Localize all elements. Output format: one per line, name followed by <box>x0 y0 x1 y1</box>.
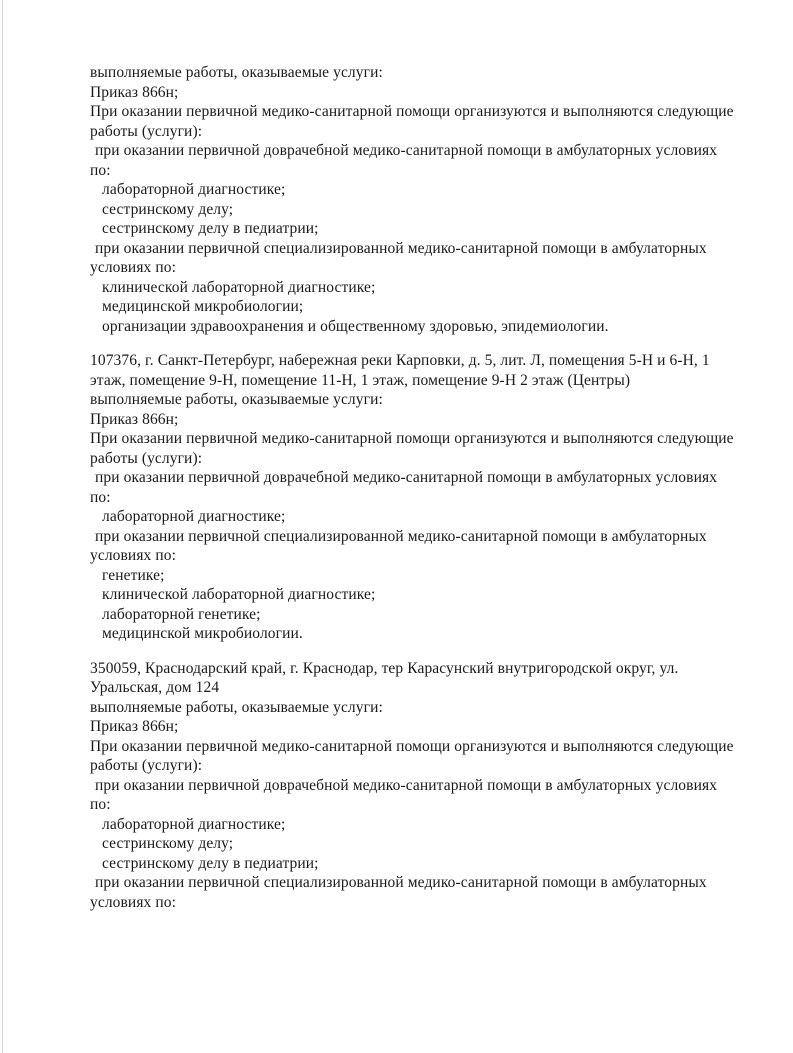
document-line: лабораторной диагностике; <box>102 815 286 833</box>
document-line: при оказании первичной специализированной медико-санитарной помощи в амбулаторных <box>95 239 707 257</box>
document-line: организации здравоохранения и общественному здоровью, эпидемиологии. <box>102 317 609 335</box>
document-line: сестринскому делу; <box>102 200 234 218</box>
document-line: лабораторной генетике; <box>102 605 261 623</box>
document-line: Уральская, дом 124 <box>90 679 220 696</box>
document-line: условиях по: <box>90 893 177 911</box>
document-line: медицинской микробиологии; <box>102 298 304 315</box>
document-text <box>90 63 760 912</box>
document-line: работы (услуги): <box>90 122 203 140</box>
document-line: генетике; <box>102 566 165 584</box>
document-line: лабораторной диагностике; <box>102 181 286 198</box>
document-line: При оказании первичной медико-санитарной помощи организуются и выполняются следующие <box>90 103 734 120</box>
document-line: Приказ 866н; <box>90 83 179 101</box>
document-line: условиях по: <box>90 547 177 564</box>
document-line: работы (услуги): <box>90 757 203 774</box>
document-line: при оказании первичной доврачебной медико-санитарной помощи в амбулаторных условиях <box>95 142 718 159</box>
document-line: по: <box>90 796 111 813</box>
document-line: выполняемые работы, оказываемые услуги: <box>90 391 383 408</box>
document-line: 350059, Краснодарский край, г. Краснодар, тер Карасунский внутригородской округ, ул. <box>90 659 679 677</box>
document-line: при оказании первичной доврачебной медико-санитарной помощи в амбулаторных условиях <box>95 469 718 486</box>
document-line: при оказании первичной доврачебной медико-санитарной помощи в амбулаторных условиях <box>95 776 718 794</box>
address-block-krasnodar <box>90 659 760 913</box>
document-line: клинической лабораторной диагностике; <box>102 278 376 296</box>
document-line: условиях по: <box>90 259 177 276</box>
document-line: этаж, помещение 9-Н, помещение 11-Н, 1 этаж, помещение 9-Н 2 этаж (Центры) <box>90 371 631 389</box>
document-line: выполняемые работы, оказываемые услуги: <box>90 64 383 81</box>
document-line: 107376, г. Санкт-Петербург, набережная реки Карповки, д. 5, лит. Л, помещения 5-Н и 6-Н, 1 <box>90 352 710 369</box>
document-line: по: <box>90 161 111 179</box>
document-line: при оказании первичной специализированной медико-санитарной помощи в амбулаторных <box>95 527 707 545</box>
address-block-saint-petersburg <box>90 351 760 644</box>
document-line: сестринскому делу; <box>102 835 234 852</box>
document-line: выполняемые работы, оказываемые услуги: <box>90 698 383 716</box>
document-line: лабораторной диагностике; <box>102 508 286 525</box>
document-line: При оказании первичной медико-санитарной помощи организуются и выполняются следующие <box>90 737 734 755</box>
document-line: медицинской микробиологии. <box>102 625 303 642</box>
document-line: при оказании первичной специализированной медико-санитарной помощи в амбулаторных <box>95 874 707 891</box>
document-line: сестринскому делу в педиатрии; <box>102 854 319 872</box>
services-block-continuation <box>90 63 760 336</box>
page-edge-line <box>2 0 3 1053</box>
document-line: клинической лабораторной диагностике; <box>102 586 376 603</box>
document-line: Приказ 866н; <box>90 410 179 428</box>
document-line: При оказании первичной медико-санитарной помощи организуются и выполняются следующие <box>90 430 734 447</box>
document-line: Приказ 866н; <box>90 718 179 735</box>
document-line: по: <box>90 488 111 506</box>
document-line: сестринскому делу в педиатрии; <box>102 220 319 237</box>
document-line: работы (услуги): <box>90 449 203 467</box>
